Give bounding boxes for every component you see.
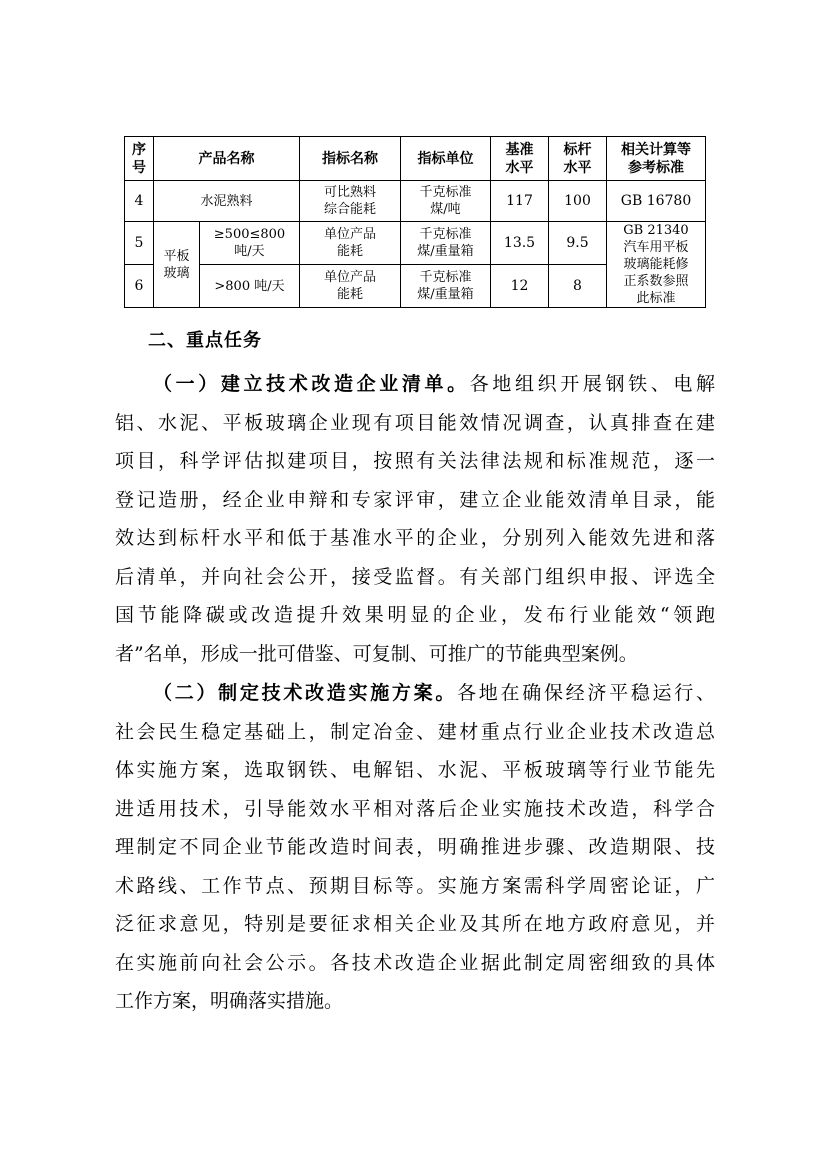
header-base: 基准 水平 <box>491 137 549 181</box>
paragraph-line: 进适用技术，引导能效水平相对落后企业实施技术改造，科学合 <box>115 797 715 820</box>
cell-bench: 9.5 <box>549 222 607 265</box>
paragraph-line: （一）建立技术改造企业清单。各地组织开展钢铁、电解 <box>153 373 715 395</box>
paragraph-line: 体实施方案，选取钢铁、电解铝、水泥、平板玻璃等行业节能先 <box>115 759 715 781</box>
paragraph-line: 效达到标杆水平和低于基准水平的企业，分别列入能效先进和落 <box>115 527 715 549</box>
cell-group: 平板 玻璃 <box>154 222 200 308</box>
table-header-row <box>125 137 706 181</box>
cell-indicator: 单位产品 能耗 <box>300 265 401 308</box>
cell-ref: GB 21340 汽车用平板 玻璃能耗修 正系数参照 此标准 <box>607 222 706 308</box>
cell-indicator: 可比熟料 综合能耗 <box>300 181 401 222</box>
cell-ref: GB 16780 <box>607 181 706 222</box>
section-heading: 二、重点任务 <box>148 330 262 351</box>
paragraph-line: 者”名单，形成一批可借鉴、可复制、可推广的节能典型案例。 <box>115 642 638 665</box>
paragraph-line: 社会民生稳定基础上，制定冶金、建材重点行业企业技术改造总 <box>115 720 715 743</box>
paragraph-line: 登记造册，经企业申辩和专家评审，建立企业能效清单目录，能 <box>115 488 715 511</box>
cell-product: >800 吨/天 <box>200 265 300 308</box>
cell-seq: 6 <box>125 265 154 308</box>
cell-base: 117 <box>491 181 549 222</box>
header-seq: 序 号 <box>125 137 154 181</box>
paragraph-line: （二）制定技术改造实施方案。各地在确保经济平稳运行、 <box>153 682 715 704</box>
paragraph-line: 国节能降碳或改造提升效果明显的企业，发布行业能效“领跑 <box>115 604 715 626</box>
paragraph-line: 理制定不同企业节能改造时间表，明确推进步骤、改造期限、技 <box>115 836 715 858</box>
cell-product: 水泥熟料 <box>154 181 300 222</box>
table-row <box>125 181 706 222</box>
paragraph-lead: （一）建立技术改造企业清单。 <box>153 373 470 395</box>
header-ref: 相关计算等 参考标准 <box>607 137 706 181</box>
cell-bench: 100 <box>549 181 607 222</box>
cell-unit: 千克标准 煤/重量箱 <box>401 222 491 265</box>
energy-efficiency-table <box>124 136 706 308</box>
cell-bench: 8 <box>549 265 607 308</box>
header-product: 产品名称 <box>154 137 300 181</box>
paragraph-line: 工作方案，明确落实措施。 <box>115 990 344 1012</box>
cell-seq: 4 <box>125 181 154 222</box>
header-bench: 标杆 水平 <box>549 137 607 181</box>
paragraph-line: 术路线、工作节点、预期目标等。实施方案需科学周密论证，广 <box>115 874 715 897</box>
paragraph-line: 项目，科学评估拟建项目，按照有关法律法规和标准规范，逐一 <box>115 450 715 472</box>
paragraph-line: 泛征求意见，特别是要征求相关企业及其所在地方政府意见，并 <box>115 913 715 935</box>
cell-unit: 千克标准 煤/重量箱 <box>401 265 491 308</box>
paragraph-line: 在实施前向社会公示。各技术改造企业据此制定周密细致的具体 <box>115 951 715 974</box>
header-unit: 指标单位 <box>401 137 491 181</box>
paragraph-2 <box>115 674 715 1021</box>
cell-indicator: 单位产品 能耗 <box>300 222 401 265</box>
paragraph-line: 铝、水泥、平板玻璃企业现有项目能效情况调查，认真排查在建 <box>115 411 715 434</box>
cell-seq: 5 <box>125 222 154 265</box>
cell-base: 12 <box>491 265 549 308</box>
table-row <box>125 222 706 265</box>
cell-product: ≥500≤800 吨/天 <box>200 222 300 265</box>
cell-unit: 千克标准 煤/吨 <box>401 181 491 222</box>
paragraph-lead: （二）制定技术改造实施方案。 <box>153 682 458 704</box>
paragraph-1 <box>115 365 715 673</box>
paragraph-line: 后清单，并向社会公开，接受监督。有关部门组织申报、评选全 <box>115 565 715 588</box>
cell-base: 13.5 <box>491 222 549 265</box>
header-indicator: 指标名称 <box>300 137 401 181</box>
